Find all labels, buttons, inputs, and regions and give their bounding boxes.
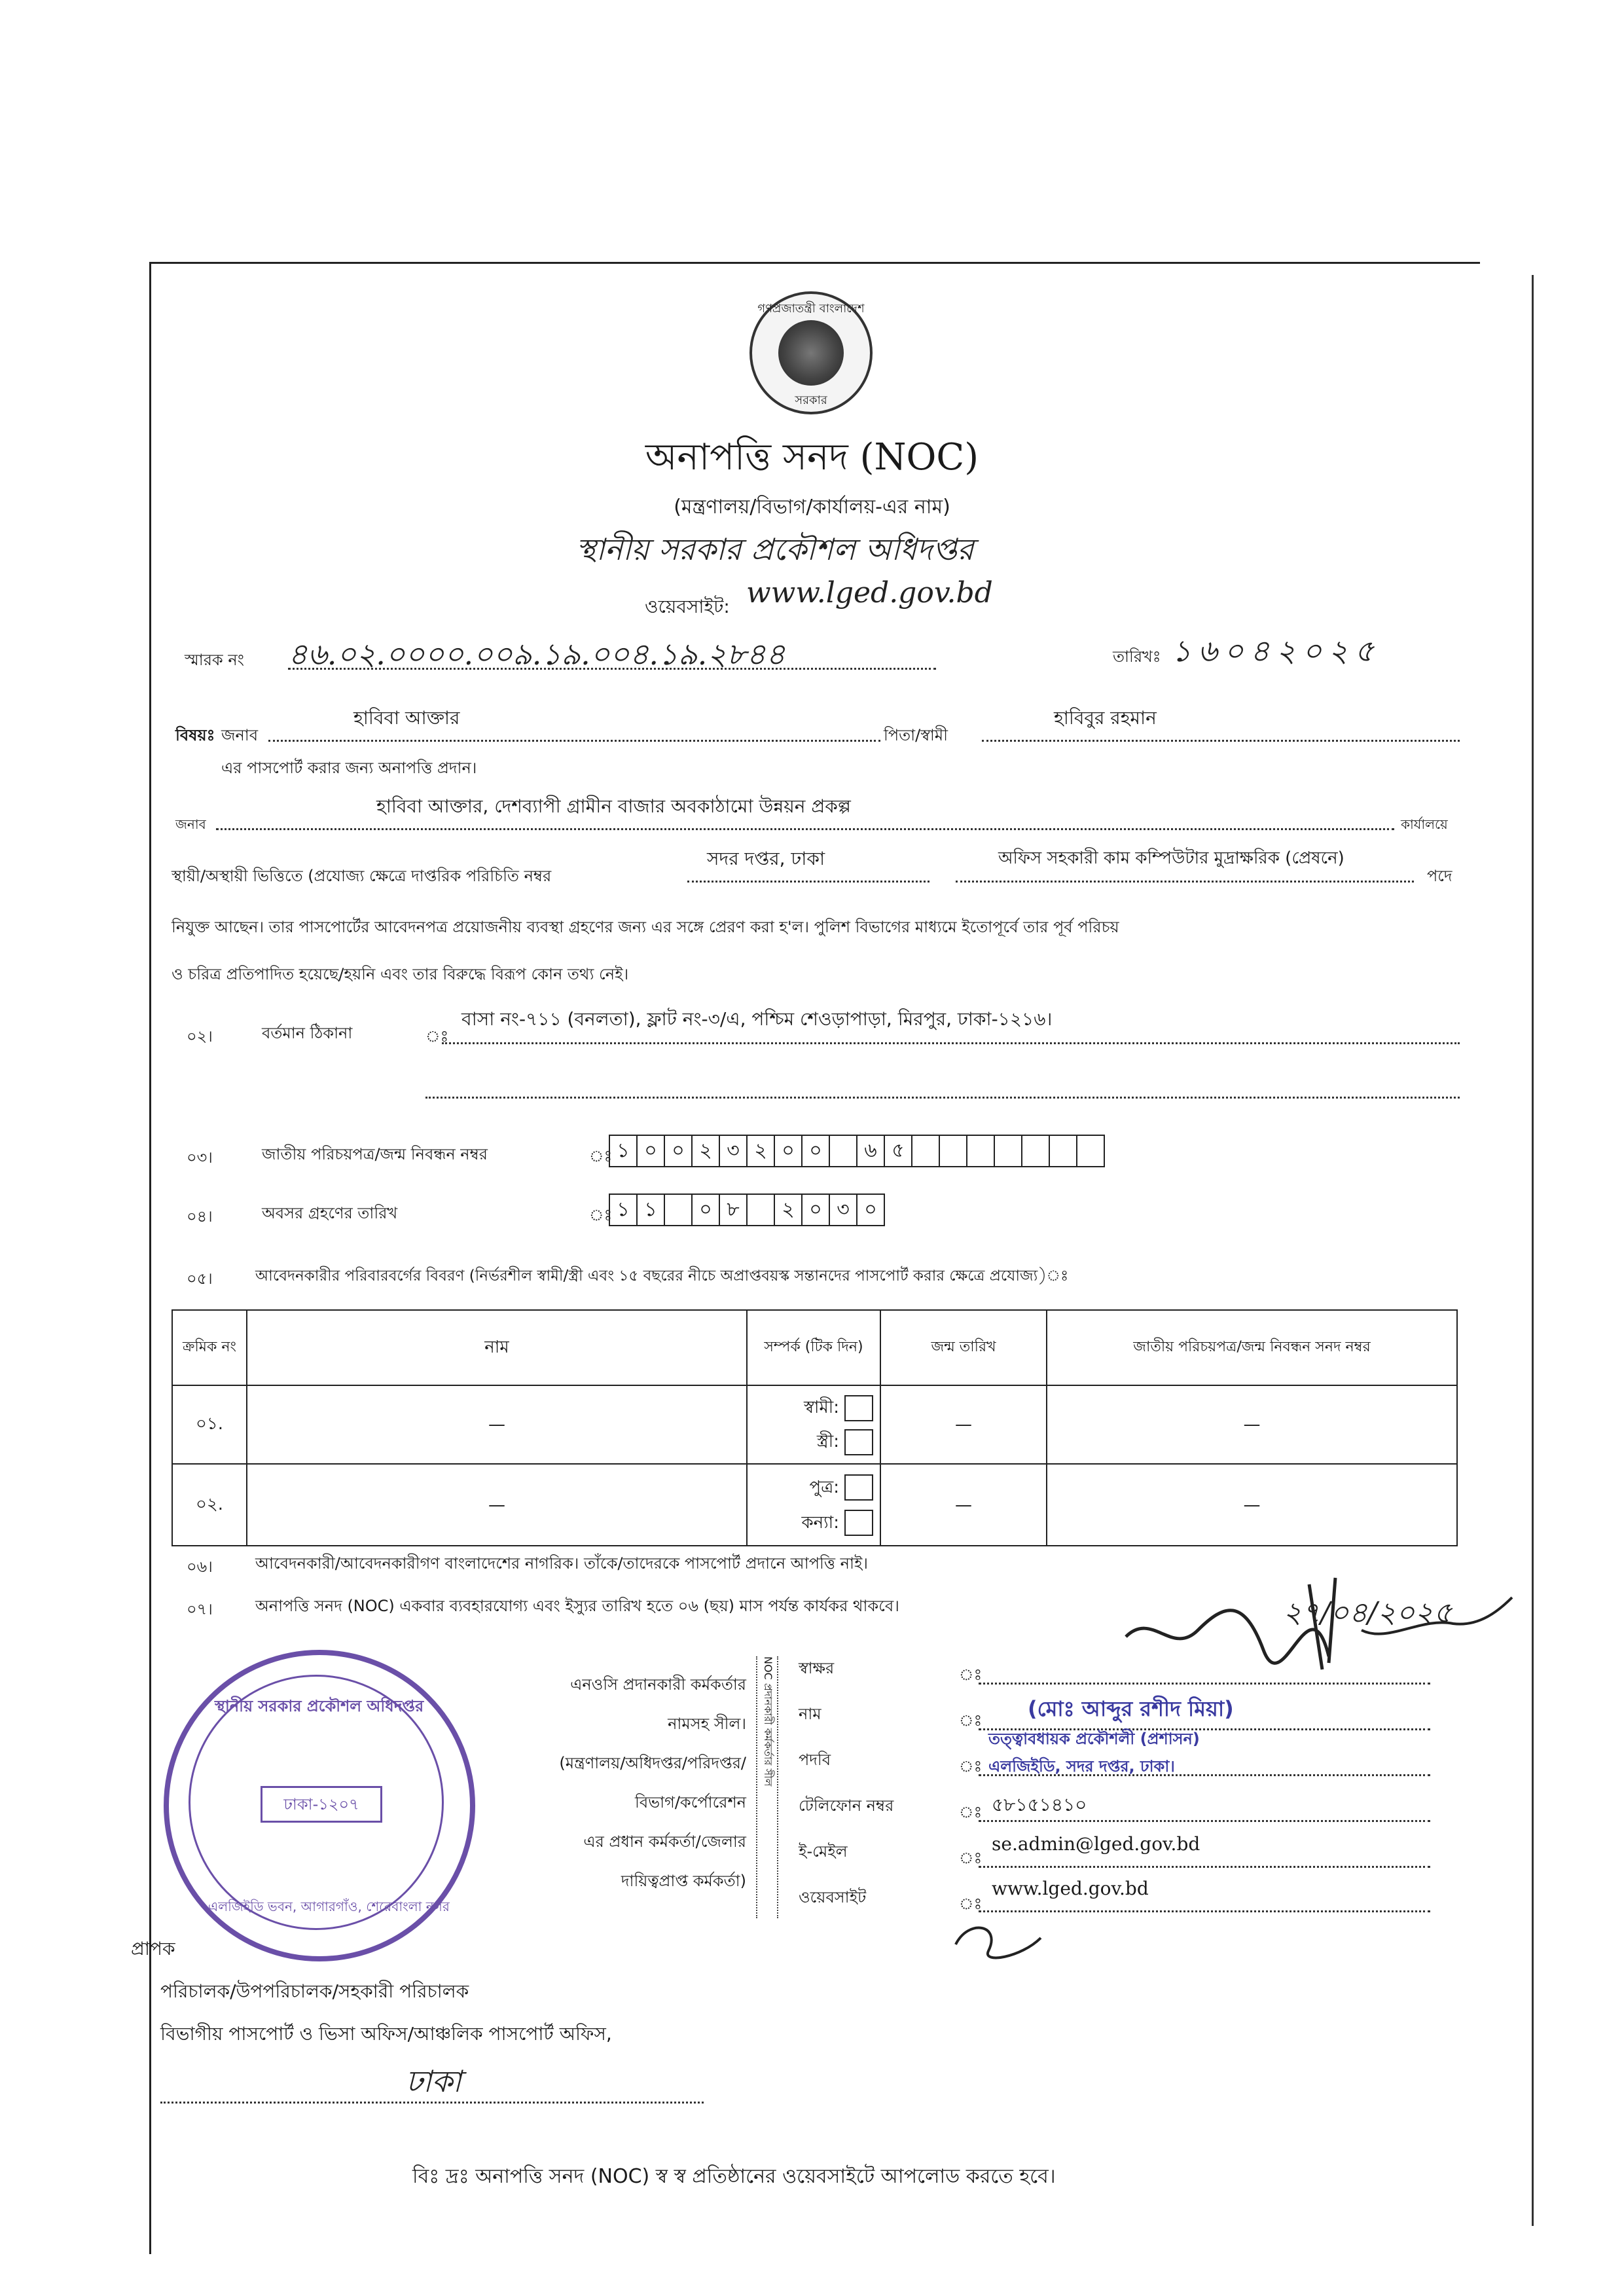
office-suffix: কার্যালয়ে <box>1401 816 1448 832</box>
nid-digit: ০ <box>774 1135 803 1167</box>
nid-digit <box>994 1135 1022 1167</box>
row-dob: — <box>880 1464 1047 1546</box>
nid-digit: ১ <box>609 1135 638 1167</box>
nid-digit: ২ <box>746 1135 775 1167</box>
row-serial: ০১. <box>172 1385 247 1464</box>
nid-boxes <box>609 1135 1466 1166</box>
website-handwritten: www.lged.gov.bd <box>746 576 993 610</box>
address-colon: ঃ <box>425 1027 449 1046</box>
nid-colon: ঃ <box>589 1147 613 1165</box>
designation-colon: ঃ <box>959 1757 983 1776</box>
item-04-number: ০৪। <box>187 1207 213 1226</box>
retire-digit: ০ <box>691 1194 720 1226</box>
header-name: নাম <box>247 1310 747 1385</box>
signatory-left-line: (মন্ত্রণালয়/অধিদপ্তর/পরিদপ্তর/ <box>559 1754 746 1772</box>
retire-digit: ১ <box>636 1194 665 1226</box>
signatory-left-line: এনওসি প্রদানকারী কর্মকর্তার <box>570 1675 746 1694</box>
signatory-left-line: দায়িত্বপ্রাপ্ত কর্মকর্তা) <box>621 1872 746 1890</box>
row-serial: ০২. <box>172 1464 247 1546</box>
subject-line2: এর পাসপোর্ট করার জন্য অনাপত্তি প্রদান। <box>221 759 477 777</box>
date-value: ১৬০৪২০২৫ <box>1172 633 1381 668</box>
subject-janab: জনাব <box>221 726 259 744</box>
designation-dotted-line <box>956 881 1414 883</box>
retire-digit: ০ <box>856 1194 885 1226</box>
address-value: বাসা নং-৭১১ (বনলতা), ফ্লাট নং-৩/এ, পশ্চিম শেওড়াপাড়া, মিরপুর, ঢাকা-১২১৬। <box>461 1008 1053 1030</box>
nid-digit: ০ <box>636 1135 665 1167</box>
header-serial: ক্রমিক নং <box>172 1310 247 1385</box>
retire-digit: ৮ <box>719 1194 748 1226</box>
document-frame-right <box>1532 275 1534 2226</box>
row-relation <box>747 1385 880 1464</box>
name-colon: ঃ <box>959 1711 983 1730</box>
seal-emblem <box>778 320 844 386</box>
office-stamp <box>164 1650 475 1961</box>
designation-dotted-line <box>979 1774 1430 1776</box>
document-subtitle: (মন্ত্রণালয়/বিভাগ/কার্যালয়-এর নাম) <box>674 496 950 519</box>
row-dob: — <box>880 1385 1047 1464</box>
email-label: ই-মেইল <box>799 1842 848 1861</box>
nid-digit: ০ <box>664 1135 693 1167</box>
nid-digit: ৫ <box>884 1135 912 1167</box>
family-label: আবেদনকারীর পরিবারবর্গের বিবরণ (নির্ভরশীল স্বামী/স্ত্রী এবং ১৫ বছরের নীচে অপ্রাপ্তবয়স্ক সন্তানদের পাসপোর্ট করার ক্ষেত্রে প্রযোজ্য)ঃ <box>255 1267 1069 1285</box>
relation-checkbox[interactable] <box>844 1395 873 1421</box>
recipient-label: প্রাপক <box>131 1938 175 1959</box>
side-stamp: NOC প্রদানকারী কর্মকর্তার সীল <box>756 1656 778 1918</box>
memo-dotted-line <box>288 668 936 670</box>
relation-checkbox[interactable] <box>844 1429 873 1455</box>
retire-digit: ৩ <box>829 1194 857 1226</box>
government-seal <box>749 291 873 414</box>
table-row <box>172 1464 1457 1546</box>
row-nid: — <box>1047 1464 1457 1546</box>
nid-digit <box>966 1135 995 1167</box>
website-sig-label: ওয়েবসাইট <box>799 1888 867 1906</box>
signatory-name: (মোঃ আব্দুর রশীদ মিয়া) <box>1028 1696 1234 1721</box>
address-label: বর্তমান ঠিকানা <box>262 1024 353 1042</box>
signatory-left-line: বিভাগ/কর্পোরেশন <box>635 1793 746 1812</box>
signatory-left-line: এর প্রধান কর্মকর্তা/জেলার <box>583 1832 746 1851</box>
stamp-ring-text: স্থানীয় সরকার প্রকৌশল অধিদপ্তর <box>215 1697 424 1715</box>
nid-digit <box>1076 1135 1105 1167</box>
retire-digit: ২ <box>774 1194 803 1226</box>
signature-date: ২৭/০৪/২০২৫ <box>1283 1596 1453 1630</box>
signatory-email: se.admin@lged.gov.bd <box>992 1833 1200 1855</box>
family-table-header <box>172 1310 1457 1385</box>
body-line3: নিযুক্ত আছেন। তার পাসপোর্টের আবেদনপত্র প্রয়োজনীয় ব্যবস্থা গ্রহণের জন্য এর সঙ্গে প্রেরণ করা হ'ল। পুলিশ বিভাগের মাধ্যমে ইতোপূর্বে তার পূর্ব পরিচয় <box>171 918 1119 936</box>
nid-digit: ২ <box>691 1135 720 1167</box>
applicant-dotted-line <box>268 740 880 742</box>
sig-dotted-line <box>979 1683 1430 1685</box>
name-label: নাম <box>799 1705 821 1723</box>
nid-digit <box>1049 1135 1077 1167</box>
website-label: ওয়েবসাইট: <box>645 596 730 617</box>
website-colon: ঃ <box>959 1895 983 1913</box>
retire-boxes <box>609 1194 1028 1225</box>
sig-label: স্বাক্ষর <box>799 1659 835 1677</box>
relation-label: স্বামী: <box>804 1398 839 1417</box>
post-suffix: পদে <box>1427 867 1453 885</box>
relation-checkbox[interactable] <box>844 1510 873 1536</box>
initial-scribble <box>943 1912 1054 1971</box>
stamp-center: ঢাকা-১২০৭ <box>261 1786 382 1823</box>
email-dotted-line <box>979 1866 1430 1868</box>
relation-label: কন্যা: <box>801 1512 839 1533</box>
body-line4: ও চরিত্র প্রতিপাদিত হয়েছে/হয়নি এবং তার বিরুদ্ধে বিরূপ কোন তথ্য নেই। <box>171 965 629 983</box>
header-dob: জন্ম তারিখ <box>880 1310 1047 1385</box>
sig-colon: ঃ <box>959 1666 983 1684</box>
nid-digit: ৩ <box>719 1135 748 1167</box>
recipient-line2: বিভাগীয় পাসপোর্ট ও ভিসা অফিস/আঞ্চলিক পাসপোর্ট অফিস, <box>160 2023 612 2045</box>
seal-text-top: গণপ্রজাতন্ত্রী বাংলাদেশ <box>757 302 865 316</box>
phone-label: টেলিফোন নম্বর <box>799 1796 894 1815</box>
item-07-number: ০৭। <box>187 1600 213 1618</box>
memo-number: ৪৬.০২.০০০০.০০৯.১৯.০০৪.১৯.২৮৪৪ <box>288 636 785 672</box>
signatory-website: www.lged.gov.bd <box>992 1878 1149 1899</box>
seal-text-bottom: সরকার <box>795 393 827 407</box>
address-dotted-line-2 <box>425 1097 1460 1099</box>
nid-digit <box>939 1135 967 1167</box>
retire-digit: ০ <box>801 1194 830 1226</box>
header-nid: জাতীয় পরিচয়পত্র/জন্ম নিবন্ধন সনদ নম্বর <box>1047 1310 1457 1385</box>
body-line2-prefix: স্থায়ী/অস্থায়ী ভিত্তিতে (প্রযোজ্য ক্ষেত্রে দাপ্তরিক পরিচিতি নম্বর <box>171 867 552 885</box>
row-name: — <box>247 1385 747 1464</box>
row-relation <box>747 1464 880 1546</box>
office-detail: সদর দপ্তর, ঢাকা <box>707 848 825 869</box>
item-07-text: অনাপত্তি সনদ (NOC) একবার ব্যবহারযোগ্য এবং ইস্যুর তারিখ হতে ০৬ (ছয়) মাস পর্যন্ত কার্যকর থাকবে। <box>255 1597 899 1615</box>
address-dotted-line-1 <box>442 1042 1460 1044</box>
nid-digit <box>829 1135 857 1167</box>
signatory-office: এলজিইডি, সদর দপ্তর, ঢাকা। <box>988 1757 1175 1776</box>
stamp-bottom-text: এলজিইডি ভবন, আগারগাঁও, শেরেবাংলা নগর <box>208 1899 450 1914</box>
document-title: অনাপত্তি সনদ (NOC) <box>645 436 979 479</box>
signatory-designation: তত্ত্বাবধায়ক প্রকৌশলী (প্রশাসন) <box>988 1730 1200 1748</box>
office-name-handwritten: স্থানীয় সরকার প্রকৌশল অধিদপ্তর <box>576 532 974 567</box>
retire-colon: ঃ <box>589 1206 613 1224</box>
designation: অফিস সহকারী কাম কম্পিউটার মুদ্রাক্ষরিক (প্রেষনে) <box>998 848 1344 868</box>
recipient-line1: পরিচালক/উপপরিচালক/সহকারী পরিচালক <box>160 1980 469 2002</box>
relation-label: স্ত্রী: <box>816 1432 839 1451</box>
applicant-name: হাবিবা আক্তার <box>353 707 460 729</box>
nid-digit: ৬ <box>856 1135 885 1167</box>
row-name: — <box>247 1464 747 1546</box>
item-05-number: ০৫। <box>187 1269 213 1288</box>
relation-checkbox[interactable] <box>844 1474 873 1501</box>
signatory-left-line: নামসহ সীল। <box>668 1715 746 1733</box>
date-label: তারিখঃ <box>1113 647 1161 666</box>
header-relation: সম্পর্ক (টিক দিন) <box>747 1310 880 1385</box>
body-janab: জনাব <box>175 816 206 832</box>
father-name: হাবিবুর রহমান <box>1054 707 1157 729</box>
nid-digit: ০ <box>801 1135 830 1167</box>
item-03-number: ০৩। <box>187 1148 213 1167</box>
recipient-dotted-line <box>160 2102 704 2104</box>
nid-digit <box>911 1135 940 1167</box>
relation-label: পুত্র: <box>809 1477 839 1497</box>
table-row <box>172 1385 1457 1464</box>
retire-digit <box>746 1194 775 1226</box>
phone-colon: ঃ <box>959 1803 983 1821</box>
project-dotted-line <box>216 828 1394 830</box>
nid-label: জাতীয় পরিচয়পত্র/জন্ম নিবন্ধন নম্বর <box>262 1145 488 1163</box>
retire-label: অবসর গ্রহণের তারিখ <box>262 1204 398 1222</box>
name-and-project: হাবিবা আক্তার, দেশব্যাপী গ্রামীন বাজার অবকাঠামো উন্নয়ন প্রকল্প <box>376 795 851 817</box>
office-detail-dotted-line <box>687 881 929 883</box>
father-label: পিতা/স্বামী <box>884 726 948 744</box>
footer-note: বিঃ দ্রঃ অনাপত্তি সনদ (NOC) স্ব স্ব প্রতিষ্ঠানের ওয়েবসাইটে আপলোড করতে হবে। <box>412 2165 1056 2188</box>
retire-digit: ১ <box>609 1194 638 1226</box>
item-06-number: ০৬। <box>187 1558 213 1576</box>
memo-label: স্মারক নং <box>185 651 244 669</box>
nid-digit <box>1021 1135 1050 1167</box>
recipient-city: ঢাকা <box>406 2064 461 2099</box>
item-06-text: আবেদনকারী/আবেদনকারীগণ বাংলাদেশের নাগরিক। তাঁকে/তাদেরকে পাসপোর্ট প্রদানে আপত্তি নাই। <box>255 1554 869 1573</box>
father-dotted-line <box>982 740 1460 742</box>
subject-label: বিষয়ঃ <box>175 726 215 744</box>
email-colon: ঃ <box>959 1849 983 1867</box>
row-nid: — <box>1047 1385 1457 1464</box>
item-02-number: ০২। <box>187 1027 213 1046</box>
phone-dotted-line <box>979 1820 1430 1822</box>
designation-label: পদবি <box>799 1751 831 1769</box>
retire-digit <box>664 1194 693 1226</box>
signatory-phone: ৫৮১৫১৪১০ <box>992 1794 1087 1815</box>
family-table <box>171 1309 1458 1546</box>
